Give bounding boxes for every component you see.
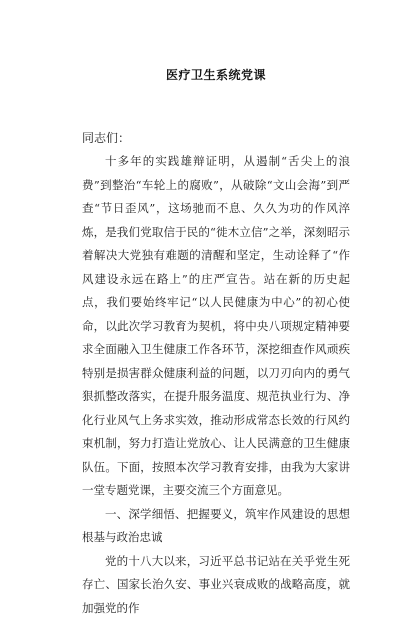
greeting: 同志们： [82,126,350,150]
document-title: 医疗卫生系统党课 [82,66,350,83]
section-heading-1: 一、深学细悟、把握要义，筑牢作风建设的思想根基与政治忠诚 [82,503,350,550]
body-paragraph-section-1: 党的十八大以来，习近平总书记站在关乎党生死存亡、国家长治久安、事业兴衰成败的战略高度，就加强党的作 [82,550,350,620]
body-paragraph-intro: 十多年的实践雄辩证明，从遏制“舌尖上的浪费”到整治“车轮上的腐败”，从破除“文山会海”到严查“节日歪风”，这场驰而不息、久久为功的作风淬炼，是我们党取信于民的“徙木立信”之举，深刻昭示着解决大党独有难题的清醒和坚定，生动诠释了“作风建设永远在路上”的庄严宣告。站在新的历史起点，我们要始终牢记“以人民健康为中心”的初心使命，以此次学习教育为契机，将中央八项规定精神要求全面融入卫生健康工作各环节，深挖细查作风顽疾特别是损害群众健康利益的问题，以刀刃向内的勇气狠抓整改落实，在提升服务温度、规范执业行为、净化行业风气上务求实效，推动形成常态长效的行风约束机制，努力打造让党放心、让人民满意的卫生健康队伍。下面，按照本次学习教育安排，由我为大家讲一堂专题党课，主要交流三个方面意见。 [82,150,350,503]
